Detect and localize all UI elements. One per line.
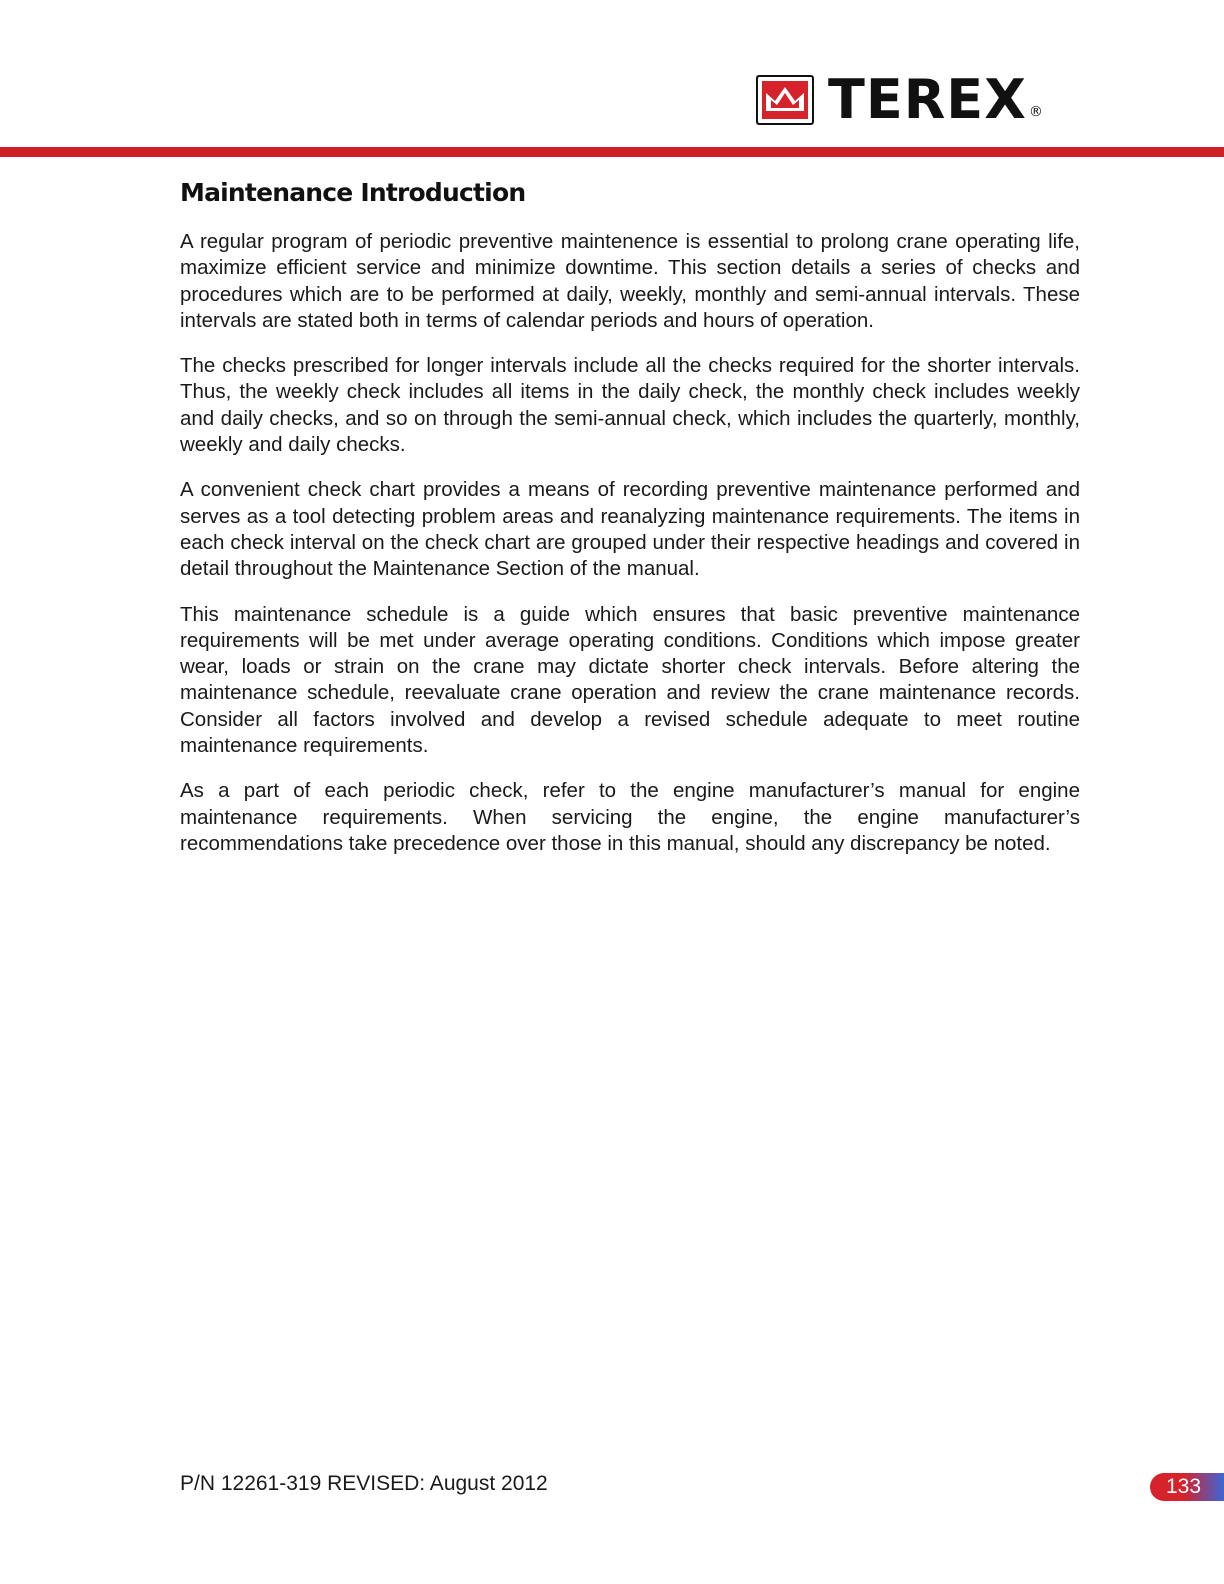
section-title: Maintenance Introduction [180,178,526,207]
paragraph: The checks prescribed for longer intervals include all the checks required for the shorter intervals. Thus, the weekly check includes all items in the daily check, the monthly check includes weekly and daily checks, and so on through the semi-annual check, which includes the quarterly, monthly, weekly and daily checks. [180,354,1080,457]
footer-part-number: P/N 12261-319 REVISED: August 2012 [180,1472,548,1495]
paragraph: As a part of each periodic check, refer to the engine manufacturer’s manual for engine maintenance requirements. When servicing the engine, the engine manufacturer’s recommendations take precedence over those in this manual, should any discrepancy be noted. [180,779,1080,855]
paragraph: This maintenance schedule is a guide which ensures that basic preventive maintenance requirements will be met under average operating conditions. Conditions which impose greater wear, loads or strain on the crane may dictate shorter check intervals. Before altering the maintenance schedule, reevaluate crane operation and review the crane maintenance records. Consider all factors involved and develop a revised schedule adequate to meet routine maintenance requirements. [180,602,1080,758]
terex-crown-icon [756,75,814,125]
page-number: 133 [1150,1473,1224,1501]
header-rule [0,147,1224,157]
paragraph: A regular program of periodic preventive maintenence is essential to prolong crane operating life, maximize efficient service and minimize downtime. This section details a series of checks and procedures which are to be performed at daily, weekly, monthly and semi-annual intervals. These intervals are stated both in terms of calendar periods and hours of operation. [180,230,1080,332]
registered-mark: ® [1028,104,1043,120]
logo-wordmark: TEREX [828,68,1027,131]
paragraph: A convenient check chart provides a means of recording preventive maintenance performed and serves as a tool detecting problem areas and reanalyzing maintenance requirements. The items in each check interval on the check chart are grouped under their respective headings and covered in detail throughout the Maintenance Section of the manual. [180,478,1080,581]
main-content [180,178,1080,876]
terex-logo [756,68,1043,131]
